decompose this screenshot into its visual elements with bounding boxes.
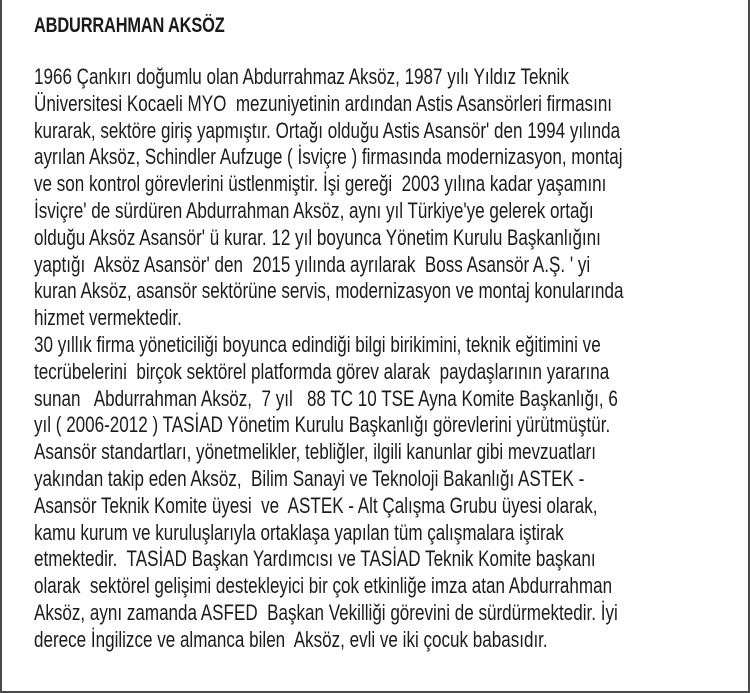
text-line: 1966 Çankırı doğumlu olan Abdurrahmaz Aksöz, 1987 yılı Yıldız Teknik [34, 64, 569, 89]
text-line: Üniversitesi Kocaeli MYO mezuniyetinin ardından Astis Asansörleri firmasını [34, 90, 613, 116]
text-line: 30 yıllık firma yöneticiliği boyunca edindiği bilgi birikimini, teknik eğitimini ve [34, 331, 601, 357]
text-line: kuran Aksöz, asansör sektörüne servis, modernizasyon ve montaj konularında [34, 278, 624, 304]
text-line: yaptığı Aksöz Asansör' den 2015 yılında ayrılarak Boss Asansör A.Ş. ' yi [34, 251, 591, 277]
document-title: ABDURRAHMAN AKSÖZ [34, 14, 225, 37]
text-line: sunan Abdurrahman Aksöz, 7 yıl 88 TC 10 TSE Ayna Komite Başkanlığı, 6 [34, 385, 618, 411]
text-line: yıl ( 2006-2012 ) TASİAD Yönetim Kurulu Başkanlığı görevlerini yürütmüştür. [34, 412, 611, 438]
text-line: kamu kurum ve kuruluşlarıyla ortaklaşa yapılan tüm çalışmalara iştirak [34, 519, 564, 545]
text-line: etmektedir. TASİAD Başkan Yardımcısı ve TASİAD Teknik Komite başkanı [34, 546, 596, 572]
text-line: Asansör Teknik Komite üyesi ve ASTEK - Alt Çalışma Grubu üyesi olarak, [34, 492, 598, 518]
text-line: Asansör standartları, yönetmelikler, tebliğler, ilgili kanunlar gibi mevzuatları [34, 439, 596, 465]
text-line: olarak sektörel gelişimi destekleyici bir çok etkinliğe imza atan Abdurrahman [34, 573, 613, 599]
text-line: olduğu Aksöz Asansör' ü kurar. 12 yıl boyunca Yönetim Kurulu Başkanlığını [34, 224, 601, 250]
text-line: kurarak, sektöre giriş yapmıştır. Ortağı olduğu Astis Asansör' den 1994 yılında [34, 117, 621, 143]
text-line: tecrübelerini birçok sektörel platformda görev alarak paydaşlarının yararına [34, 358, 610, 384]
text-line: ve son kontrol görevlerini üstlenmiştir. İşi gereği 2003 yılına kadar yaşamını [34, 171, 607, 197]
text-line: Aksöz, aynı zamanda ASFED Başkan Vekilliği görevini de sürdürmektedir. İyi [34, 599, 618, 625]
text-line: İsviçre' de sürdüren Abdurrahman Aksöz, aynı yıl Türkiye'ye gelerek ortağı [34, 197, 594, 223]
text-line: derece İngilizce ve almanca bilen Aksöz, evli ve iki çocuk babasıdır. [34, 626, 548, 652]
text-line: hizmet vermektedir. [34, 305, 182, 331]
text-line: yakından takip eden Aksöz, Bilim Sanayi ve Teknoloji Bakanlığı ASTEK - [34, 465, 585, 491]
text-line: ayrılan Aksöz, Schindler Aufzuge ( İsviçre ) firmasında modernizasyon, montaj [34, 144, 623, 170]
biography-text [34, 64, 623, 654]
